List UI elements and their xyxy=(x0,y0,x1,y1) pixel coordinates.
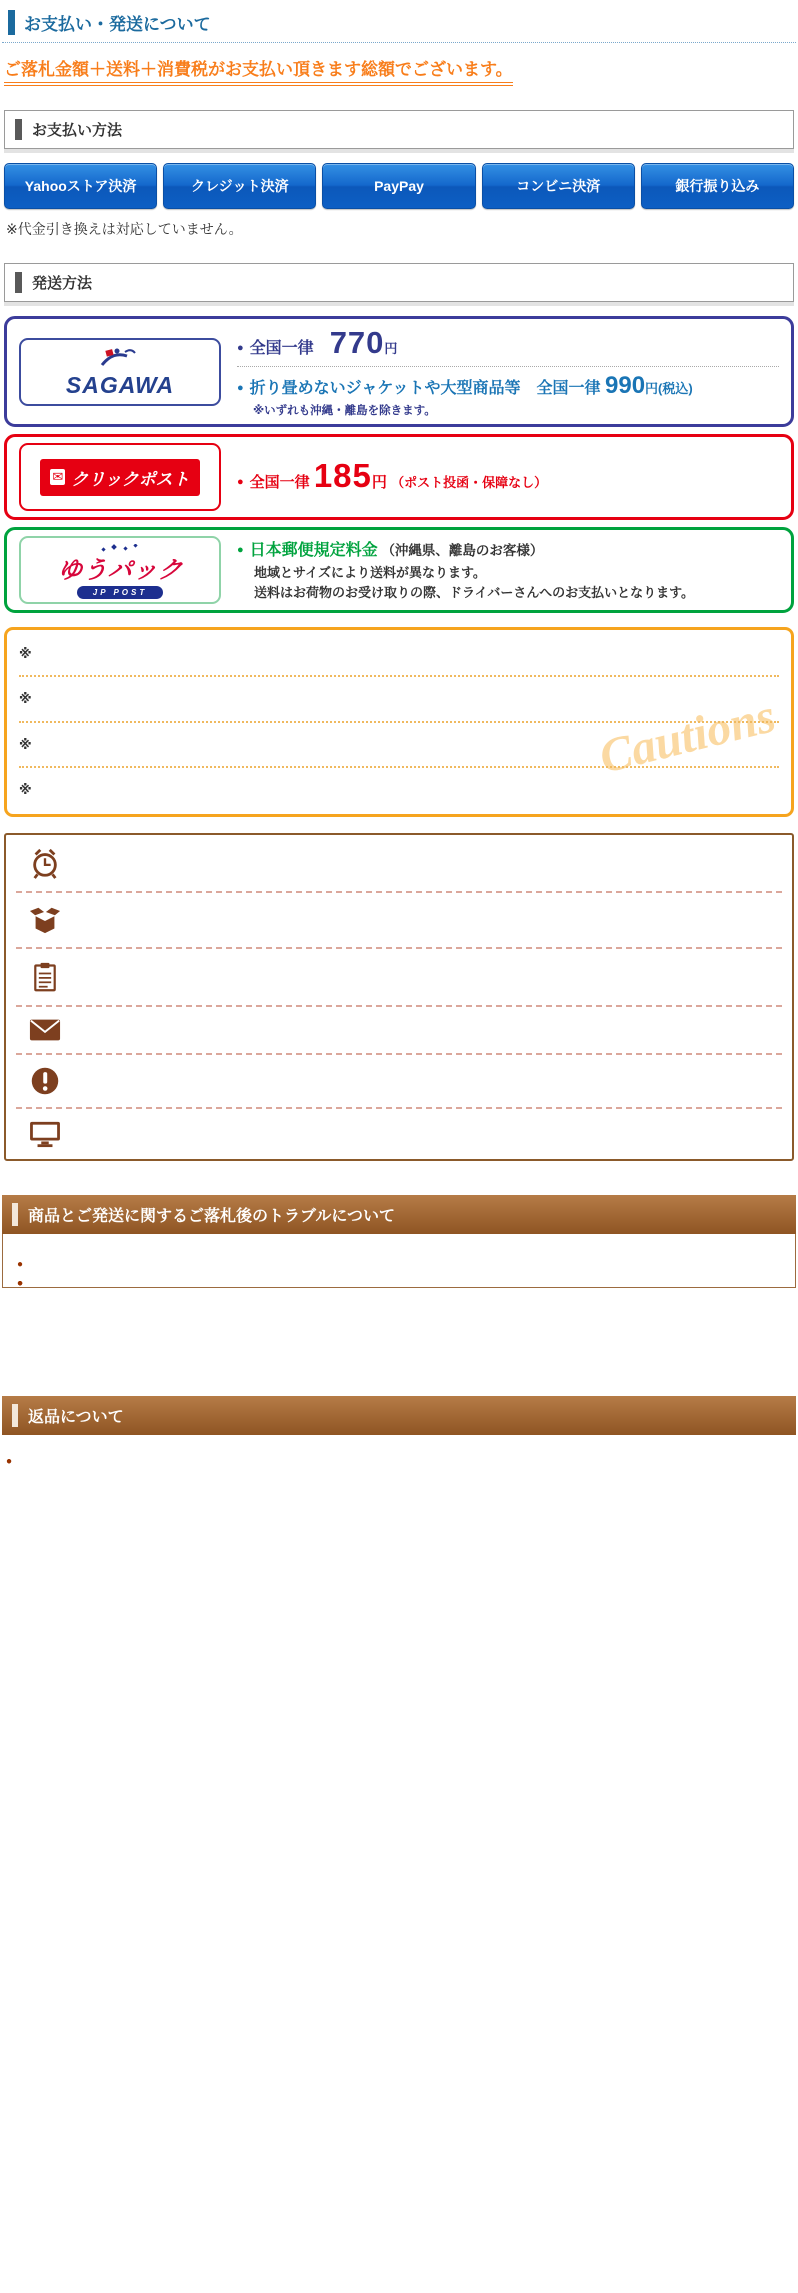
policy-combined-shipping-price xyxy=(16,893,782,949)
yupack-card xyxy=(4,527,794,613)
cautions-watermark: Cautions xyxy=(594,689,781,784)
sagawa-courier-icon xyxy=(100,347,140,372)
sagawa-large-price: 990 xyxy=(605,372,646,399)
yupack-logo xyxy=(19,536,221,604)
page-title-block xyxy=(2,6,796,43)
payment-buttons-row xyxy=(4,163,794,209)
cautions-box xyxy=(4,627,794,817)
clickpost-brand-text: クリックポスト xyxy=(71,469,190,489)
order-form-icon xyxy=(20,960,70,994)
clickpost-price-line: ● 全国一律 185円 （ポスト投函・保障なし） xyxy=(237,457,779,495)
policies-box xyxy=(4,833,794,1161)
payment-method-header xyxy=(4,110,794,149)
payment-button-yahoo-store[interactable]: Yahooストア決済 xyxy=(4,163,157,209)
returns-section-header-label: 返品について xyxy=(12,1404,124,1427)
payment-button-bank-transfer[interactable]: 銀行振り込み xyxy=(641,163,794,209)
trouble-section-header-label: 商品とご発送に関するご落札後のトラブルについて xyxy=(12,1203,395,1226)
yupack-rate-line: ● 日本郵便規定料金 （沖縄県、離島のお客様） xyxy=(237,537,779,560)
trouble-list xyxy=(2,1234,796,1288)
envelope-icon xyxy=(20,1018,70,1042)
sagawa-brand-text: SAGAWA xyxy=(65,371,175,398)
caution-note-okinawa-shipping: ※ xyxy=(19,632,779,677)
package-box-icon xyxy=(20,904,70,936)
sagawa-large-item-line: ● 折り畳めないジャケットや大型商品等 全国一律 990円(税込) xyxy=(237,372,779,400)
sagawa-exclusion-note: ※いずれも沖縄・離島を除きます。 xyxy=(253,405,436,417)
sagawa-card xyxy=(4,316,794,427)
policy-contact-timing xyxy=(16,1007,782,1055)
alarm-clock-icon xyxy=(20,846,70,880)
policy-order-form xyxy=(16,949,782,1007)
clickpost-price: 185 xyxy=(313,456,372,494)
yupack-driver-payment-note: 送料はお荷物のお受け取りの際、ドライバーさんへのお支払いとなります。 xyxy=(254,585,695,600)
shipping-method-header xyxy=(4,263,794,302)
returns-section-header xyxy=(2,1396,796,1435)
payment-total-summary: ご落札金額＋送料＋消費税がお支払い頂きます総額でございます。 xyxy=(4,55,513,86)
policy-bid-cancellation xyxy=(16,1055,782,1109)
shipping-method-header-label: 発送方法 xyxy=(15,272,92,293)
payment-method-header-label: お支払い方法 xyxy=(15,119,122,140)
cod-note: ※代金引き換えは対応していません。 xyxy=(6,221,243,237)
monitor-icon xyxy=(20,1120,70,1148)
caution-note-yupack-cost: ※ xyxy=(19,677,779,722)
policy-monitor-color xyxy=(16,1109,782,1159)
page-title: お支払い・発送について xyxy=(8,10,796,35)
caution-note-cod-consent: ※ xyxy=(19,723,779,768)
payment-button-convenience[interactable]: コンビニ決済 xyxy=(482,163,635,209)
trouble-section-header xyxy=(2,1195,796,1234)
alert-icon xyxy=(20,1066,70,1096)
yupack-region-note: 地域とサイズにより送料が異なります。 xyxy=(254,564,486,580)
policy-shipping-lead-time xyxy=(16,835,782,893)
sagawa-logo xyxy=(19,338,221,406)
payment-button-paypay[interactable]: PayPay xyxy=(322,163,475,209)
clickpost-card xyxy=(4,434,794,520)
yupack-brand-text: ゆうパック xyxy=(56,557,184,584)
caution-note-combined-shipping: ※ xyxy=(19,782,32,798)
yupack-jp-post-banner: JP POST xyxy=(77,586,164,599)
clickpost-logo xyxy=(19,443,221,511)
sagawa-price: 770 xyxy=(329,325,385,360)
payment-button-credit[interactable]: クレジット決済 xyxy=(163,163,316,209)
clickpost-envelope-icon: ✉ xyxy=(52,468,64,484)
sagawa-price-line: ● 全国一律 770円 xyxy=(237,325,779,367)
